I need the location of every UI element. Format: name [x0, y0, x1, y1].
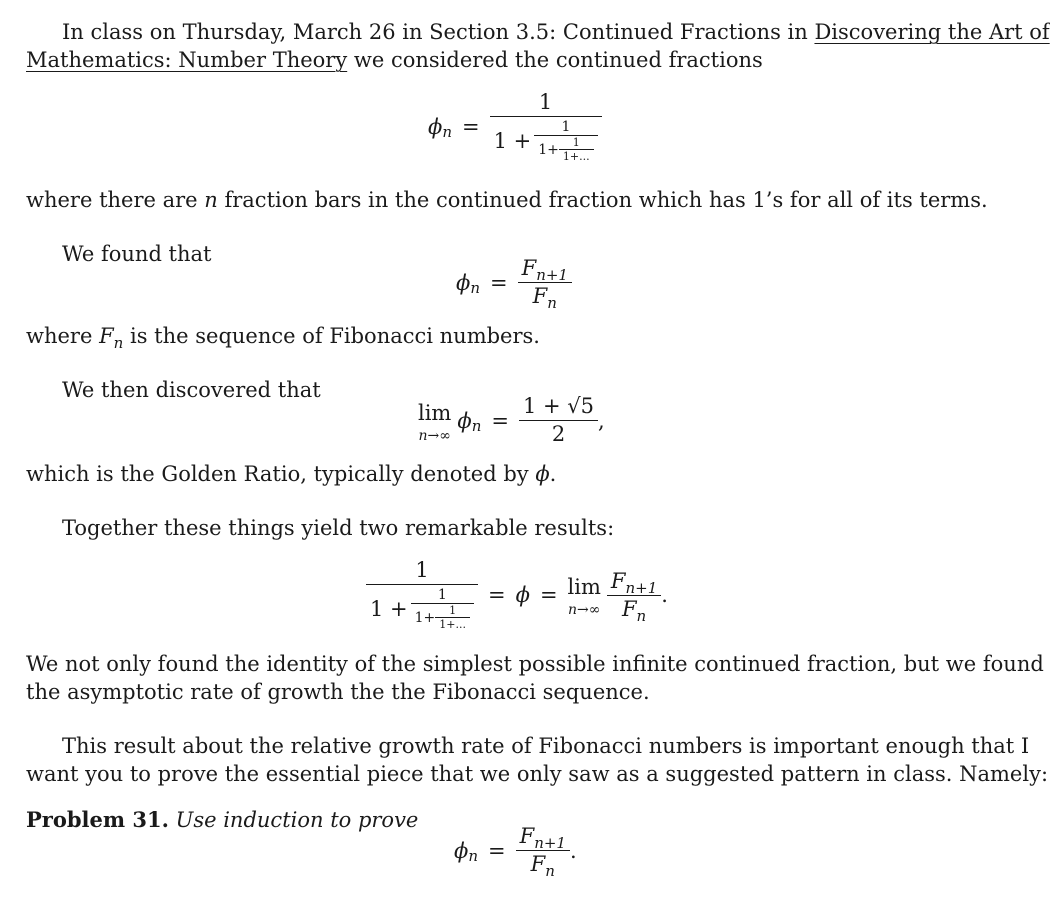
equation-combined: 1 1 + 1 1+ $\frac{1}{1+...}$ = ϕ = lim n→∞ $\frac{F_{n+1}}{F_n}$ . [366, 560, 668, 630]
intro-line-2: Mathematics: Number Theory we considered the continued fractions [26, 48, 763, 72]
discovered-line: We then discovered that [62, 378, 321, 402]
equation-limit: lim n→∞ ϕ n = $\frac{1 + √5}{2}$ , [418, 394, 605, 446]
book-title-link[interactable]: Discovering the Art of [814, 20, 1050, 44]
result-line-1: This result about the relative growth rate of Fibonacci numbers is important enough that I [62, 734, 1030, 758]
equation-continued-fraction: ϕ n = 1 1 + 1 1+ $\frac{1}{1+...}$ [428, 92, 602, 162]
identity-line-2: the asymptotic rate of growth the the Fibonacci sequence. [26, 680, 650, 704]
equation-to-prove: ϕ n = $\frac{F_{n+1}}{F_n}$ . [454, 824, 577, 880]
definition-line: where there are n fraction bars in the continued fraction which has 1’s for all of its terms. [26, 188, 988, 212]
golden-ratio-line: which is the Golden Ratio, typically denoted by ϕ. [26, 462, 557, 486]
book-title-link-cont[interactable]: Mathematics: Number Theory [26, 48, 348, 72]
problem-text: Use induction to prove [175, 808, 419, 832]
result-line-2: want you to prove the essential piece that we only saw as a suggested pattern in class. Namely: [26, 762, 1049, 786]
intro-line-1: In class on Thursday, March 26 in Section 3.5: Continued Fractions in Discovering the Art of [62, 20, 1050, 44]
together-line: Together these things yield two remarkable results: [62, 516, 615, 540]
found-line: We found that [62, 242, 212, 266]
fibonacci-line: where $F_n$ is the sequence of Fibonacci numbers. [26, 324, 540, 352]
problem-label: Problem 31. [26, 807, 169, 832]
equation-fib-ratio: ϕ n = $\frac{F_{n+1}}{F_n}$ [456, 258, 572, 307]
identity-line-1: We not only found the identity of the simplest possible infinite continued fraction, but we found [26, 652, 1044, 676]
